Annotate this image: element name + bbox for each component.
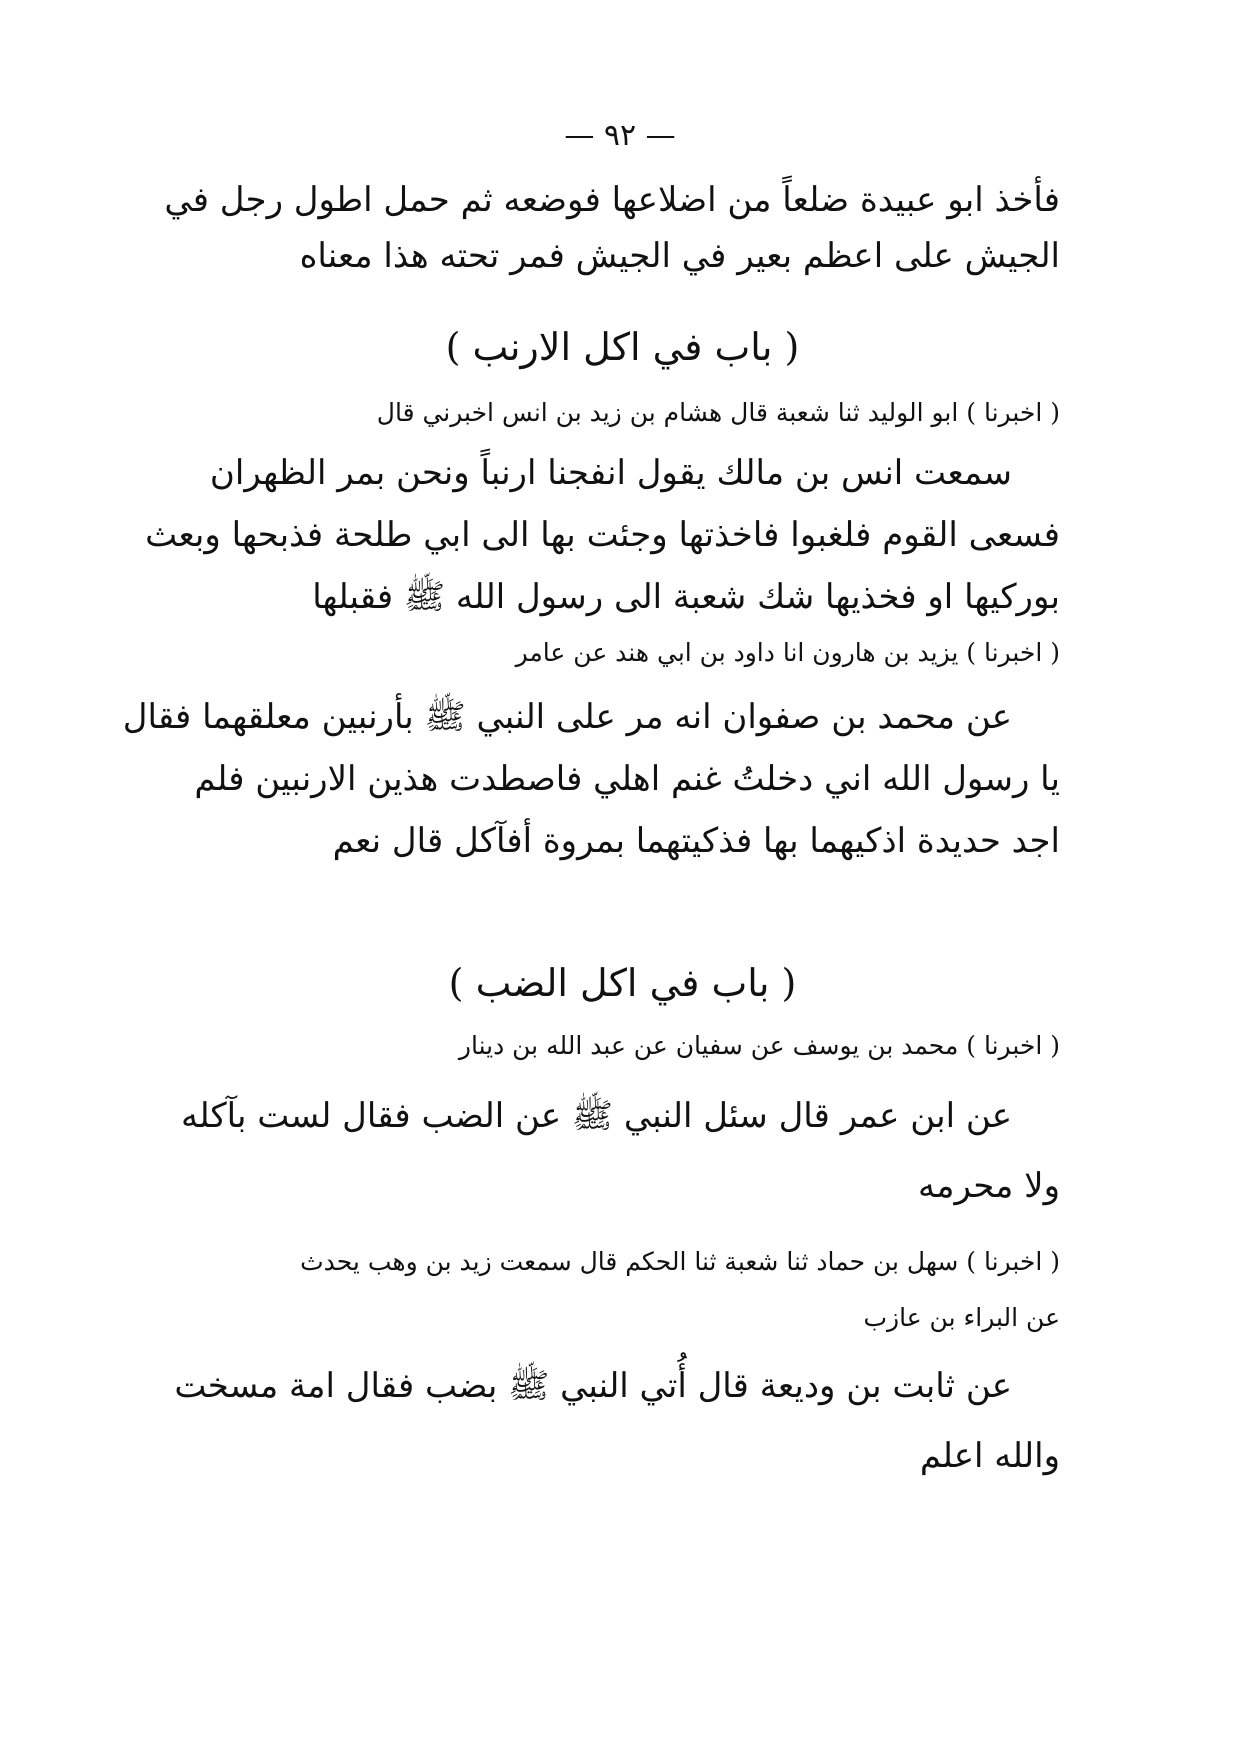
text-line: عن محمد بن صفوان انه مر على النبي ﷺ بأرنبين معلقهما فقال	[122, 697, 1012, 737]
text-line: سمعت انس بن مالك يقول انفجنا ارنباً ونحن بمر الظهران	[209, 453, 1012, 493]
text-line: ولا محرمه	[918, 1166, 1060, 1206]
text-line: اجد حديدة اذكيهما بها فذكيتهما بمروة أفآكل قال نعم	[332, 821, 1060, 861]
text-block	[174, 1018, 1060, 1484]
section-heading: ( باب في اكل الضب )	[448, 961, 797, 1005]
isnad-line: ( اخبرنا ) سهل بن حماد ثنا شعبة ثنا الحكم قال سمعت زيد بن وهب يحدث	[300, 1247, 1060, 1276]
isnad-line: ( اخبرنا ) يزيد بن هارون انا داود بن ابي هند عن عامر	[515, 638, 1060, 667]
text-line: عن ثابت بن وديعة قال أُتي النبي ﷺ بضب فقال امة مسخت	[174, 1366, 1012, 1406]
isnad-line: ( اخبرنا ) محمد بن يوسف عن سفيان عن عبد الله بن دينار	[458, 1031, 1060, 1060]
text-block	[164, 172, 1060, 284]
page-number: — ٩٢ —	[564, 118, 676, 153]
text-line: الجيش على اعظم بعير في الجيش فمر تحته هذا معناه	[299, 236, 1060, 276]
text-line: والله اعلم	[919, 1436, 1060, 1476]
text-line: فأخذ ابو عبيدة ضلعاً من اضلاعها فوضعه ثم حمل اطول رجل في	[164, 180, 1060, 220]
section-heading-dabb	[185, 948, 1060, 1018]
text-line: فسعى القوم فلغبوا فاخذتها وجئت بها الى ابي طلحة فذبحها وبعث	[145, 515, 1060, 555]
text-line: يا رسول الله اني دخلتُ غنم اهلي فاصطدت هذين الارنبين فلم	[194, 759, 1060, 799]
isnad-line: عن البراء بن عازب	[863, 1303, 1060, 1332]
text-block	[122, 385, 1060, 869]
isnad-line: ( اخبرنا ) ابو الوليد ثنا شعبة قال هشام بن زيد بن انس اخبرني قال	[376, 398, 1060, 427]
text-line: عن ابن عمر قال سئل النبي ﷺ عن الضب فقال لست بآكله	[180, 1096, 1012, 1136]
section-heading: ( باب في اكل الارنب )	[445, 325, 800, 369]
section-heading-hare	[185, 312, 1060, 382]
text-line: بوركيها او فخذيها شك شعبة الى رسول الله ﷺ فقبلها	[312, 577, 1060, 617]
